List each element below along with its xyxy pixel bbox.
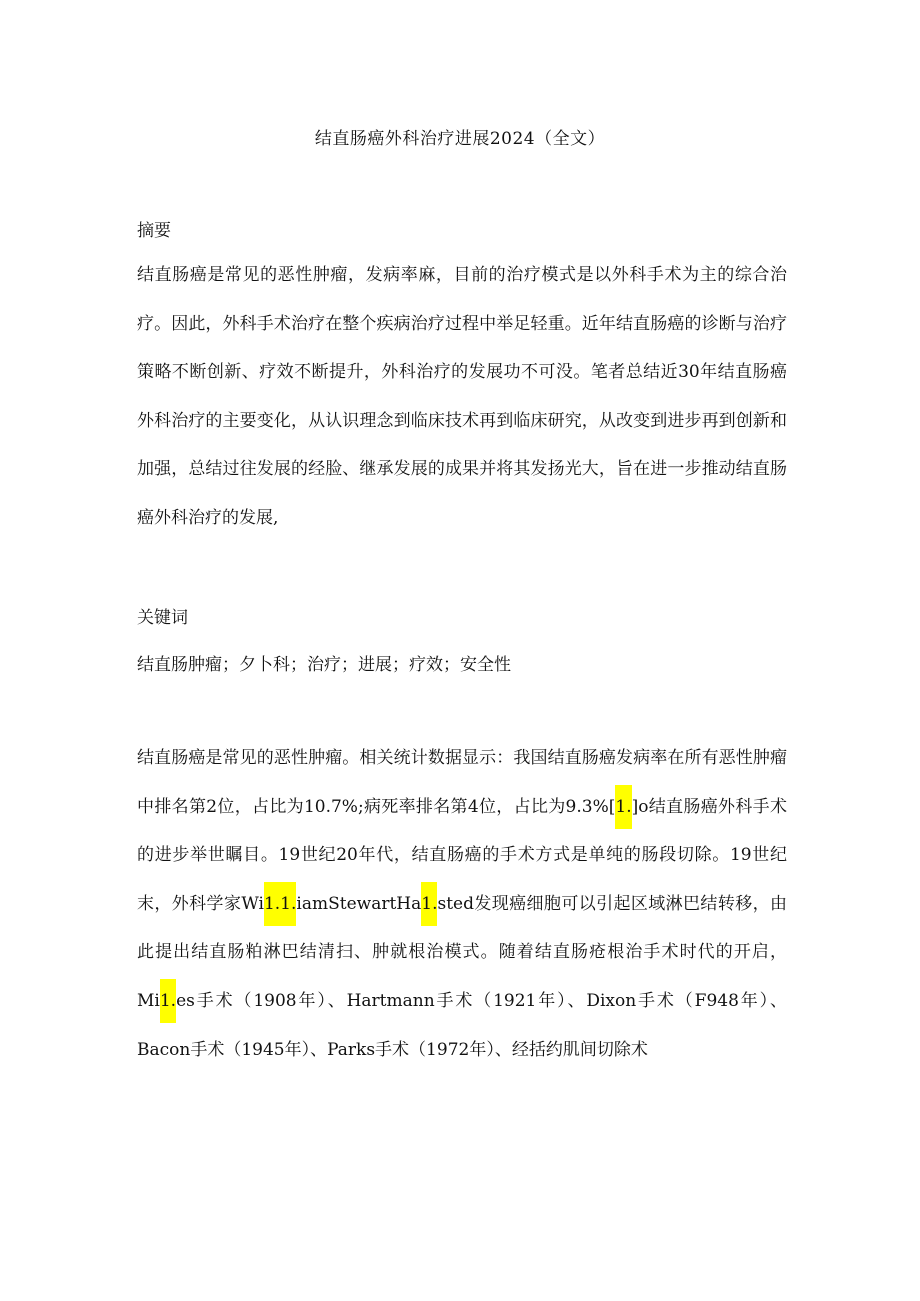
document-title: 结直肠癌外科治疗进展2024（全文） [314, 129, 606, 149]
body-text [137, 734, 787, 1074]
highlight-mark: 1. [160, 979, 176, 1023]
keywords-text: 结直肠肿瘤；夕卜科；治疗；进展；疗效；安全性 [137, 655, 511, 675]
abstract-paragraph [137, 251, 787, 543]
body-segment: es手术（1908年）、Hartmann手术（1921年）、Dixon手术（F948年）、Bacon手术（1945年）、Parks手术（1972年）、经括约肌间切除术 [137, 990, 787, 1060]
body-paragraph [137, 734, 787, 1074]
body-segment: sted发现癌细胞可以引起区域淋巴结转移，由此提出结直肠粕淋巴结清扫、肿就根治模式。随着结直肠疮根治手术时代的开启，Mi [137, 893, 787, 1011]
abstract-heading: 摘要 [137, 221, 171, 241]
keywords-heading: 关键词 [137, 608, 188, 628]
body-segment: iamStewartHa [296, 893, 422, 914]
abstract-text: 结直肠癌是常见的恶性肿瘤，发病率麻，目前的治疗模式是以外科手术为主的综合治疗。因此，外科手术治疗在整个疾病治疗过程中举足轻重。近年结直肠癌的诊断与治疗策略不断创新、疗效不断提升，外科治疗的发展功不可没。笔者总结近30年结直肠癌外科治疗的主要变化，从认识理念到临床技术再到临床研究，从改变到进步再到创新和加强，总结过往发展的经脸、继承发展的成果并将其发扬光大，旨在进一步推动结直肠癌外科治疗的发展, [137, 265, 787, 528]
body-segment: 结直肠癌是常见的恶性肿瘤。相关统计数据显示：我国结直肠癌发病率在所有恶性肿瘤中排名第2位，占比为10.7%;病死率排名第4位，占比为9.3%[ [137, 748, 787, 817]
highlight-mark: 1. [421, 882, 437, 926]
highlight-mark: 1. [615, 785, 631, 829]
body-segment: ]o结直肠癌外科手术的进步举世瞩目。19世纪20年代，结直肠癌的手术方式是单纯的肠段切除。19世纪末，外科学家Wi [137, 796, 787, 914]
highlight-mark: 1.1. [264, 882, 296, 926]
